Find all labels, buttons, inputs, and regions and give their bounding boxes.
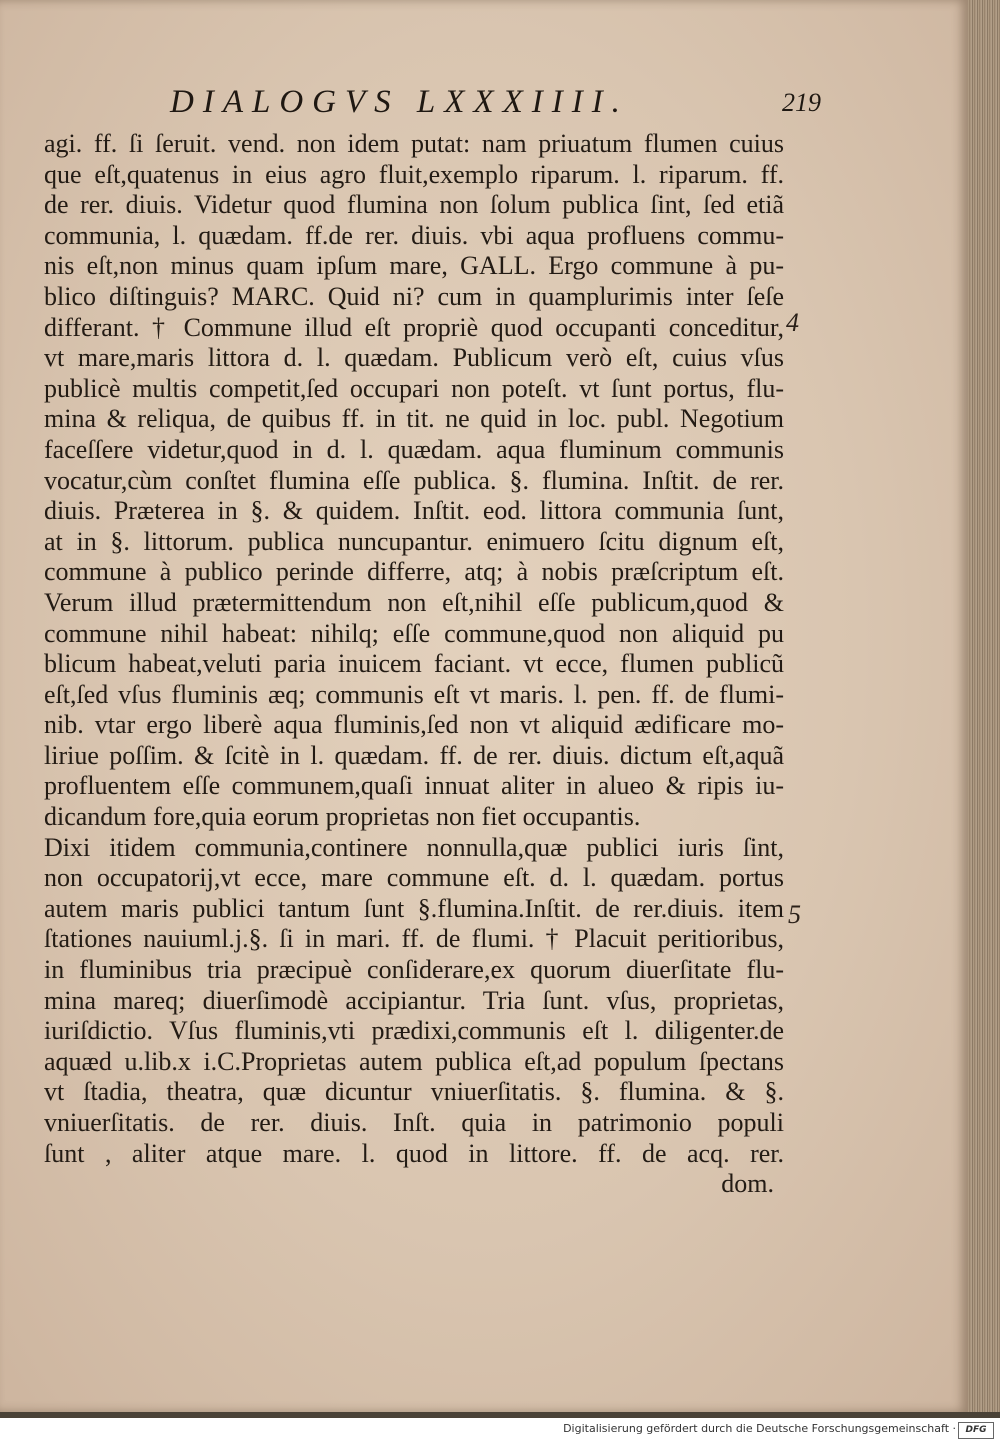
footer-credit: Digitalisierung gefördert durch die Deutsche Forschungsgemeinschaft ·	[563, 1422, 956, 1435]
text-line: in fluminibus tria præcipuè conſiderare,ex quorum diuerſitate flu-	[44, 955, 784, 985]
text-line: vt mare,maris littora d. l. quædam. Publicum verò eſt, cuius vſus	[44, 343, 784, 373]
page-edges	[968, 0, 1000, 1412]
text-line: blicum habeat,veluti paria inuicem faciant. vt ecce, flumen publicũ	[44, 649, 784, 679]
text-line: Verum illud prætermittendum non eſt,nihil eſſe publicum,quod &	[44, 587, 784, 617]
text-line: ſtationes nauiuml.j.§. ſi in mari. ff. de flumi. † Placuit peritioribus,	[44, 924, 784, 954]
text-line: que eſt,quatenus in eius agro fluit,exemplo riparum. l. riparum. ff.	[44, 159, 784, 189]
dfg-logo: DFG	[958, 1422, 994, 1439]
text-line: agi. ff. ſi ſeruit. vend. non idem putat: nam priuatum flumen cuius	[44, 129, 784, 158]
text-line: eſt,ſed vſus fluminis æq; communis eſt vt maris. l. pen. ff. de flumi-	[44, 679, 784, 709]
text-line: commune à publico perinde differre, atq; à nobis præſcriptum eſt.	[44, 557, 784, 587]
text-line: aquæd u.lib.x i.C.Proprietas autem publica eſt,ad populum ſpectans	[44, 1046, 784, 1076]
text-line: nib. vtar ergo liberè aqua fluminis,ſed non vt aliquid ædificare mo-	[44, 710, 784, 740]
text-line: diuis. Præterea in §. & quidem. Inſtit. eod. littora communia ſunt,	[44, 496, 784, 526]
text-line: commune nihil habeat: nihilq; eſſe commune,quod non aliquid pu	[44, 618, 784, 648]
text-line: communia, l. quædam. ff.de rer. diuis. vbi aqua profluens commu-	[44, 220, 784, 250]
margin-number: 5	[788, 900, 801, 929]
text-line: dicandum fore,quia eorum proprietas non fiet occupantis.	[44, 802, 641, 832]
text-line: de rer. diuis. Videtur quod flumina non ſolum publica ſint, ſed etiã	[44, 190, 784, 220]
footer-bar	[0, 1418, 1000, 1443]
text-line: differant. † Commune illud eſt propriè quod occupanti conceditur,	[44, 312, 784, 342]
text-line: vocatur,cùm conſtet flumina eſſe publica. §. flumina. Inſtit. de rer.	[44, 465, 784, 495]
text-line: nis eſt,non minus quam ipſum mare, GALL. Ergo commune à pu-	[44, 251, 784, 281]
text-line: profluentem eſſe communem,quaſi innuat aliter in alueo & ripis iu-	[44, 771, 784, 801]
text-line: Dixi itidem communia,continere nonnulla,quæ publici iuris ſint,	[44, 832, 784, 862]
text-line: publicè multis competit,ſed occupari non poteſt. vt ſunt portus, flu-	[44, 373, 784, 403]
text-line: iuriſdictio. Vſus fluminis,vti prædixi,communis eſt l. diligenter.de	[44, 1016, 784, 1046]
text-line: autem maris publici tantum ſunt §.flumina.Inſtit. de rer.diuis. item	[44, 893, 784, 923]
margin-number: 4	[786, 308, 799, 337]
text-line: mina & reliqua, de quibus ff. in tit. ne quid in loc. publ. Negotium	[44, 404, 784, 434]
text-line: non occupatorij,vt ecce, mare commune eſt. d. l. quædam. portus	[44, 863, 784, 893]
page-number: 219	[782, 88, 821, 117]
text-line: blico diſtinguis? MARC. Quid ni? cum in quamplurimis inter ſeſe	[44, 281, 784, 311]
running-head	[0, 84, 968, 124]
text-line: ſunt , aliter atque mare. l. quod in littore. ff. de acq. rer.	[44, 1138, 784, 1168]
text-line: faceſſere videtur,quod in d. l. quædam. aqua fluminum communis	[44, 434, 784, 464]
text-line: vt ſtadia, theatra, quæ dicuntur vniuerſitatis. §. flumina. & §.	[44, 1077, 784, 1107]
text-line: liriue poſſim. & ſcitè in l. quædam. ff. de rer. diuis. dictum eſt,aquã	[44, 740, 784, 770]
text-line: dom.	[721, 1169, 774, 1199]
running-head-title: DIALOGVS LXXXIIII.	[170, 84, 629, 120]
text-line: at in §. littorum. publica nuncupantur. enimuero ſcitu dignum eſt,	[44, 526, 784, 556]
body-text	[44, 129, 784, 1200]
text-line: vniuerſitatis. de rer. diuis. Inſt. quia in patrimonio populi	[44, 1108, 784, 1137]
text-line: mina mareq; diuerſimodè accipiantur. Tria ſunt. vſus, proprietas,	[44, 985, 784, 1015]
